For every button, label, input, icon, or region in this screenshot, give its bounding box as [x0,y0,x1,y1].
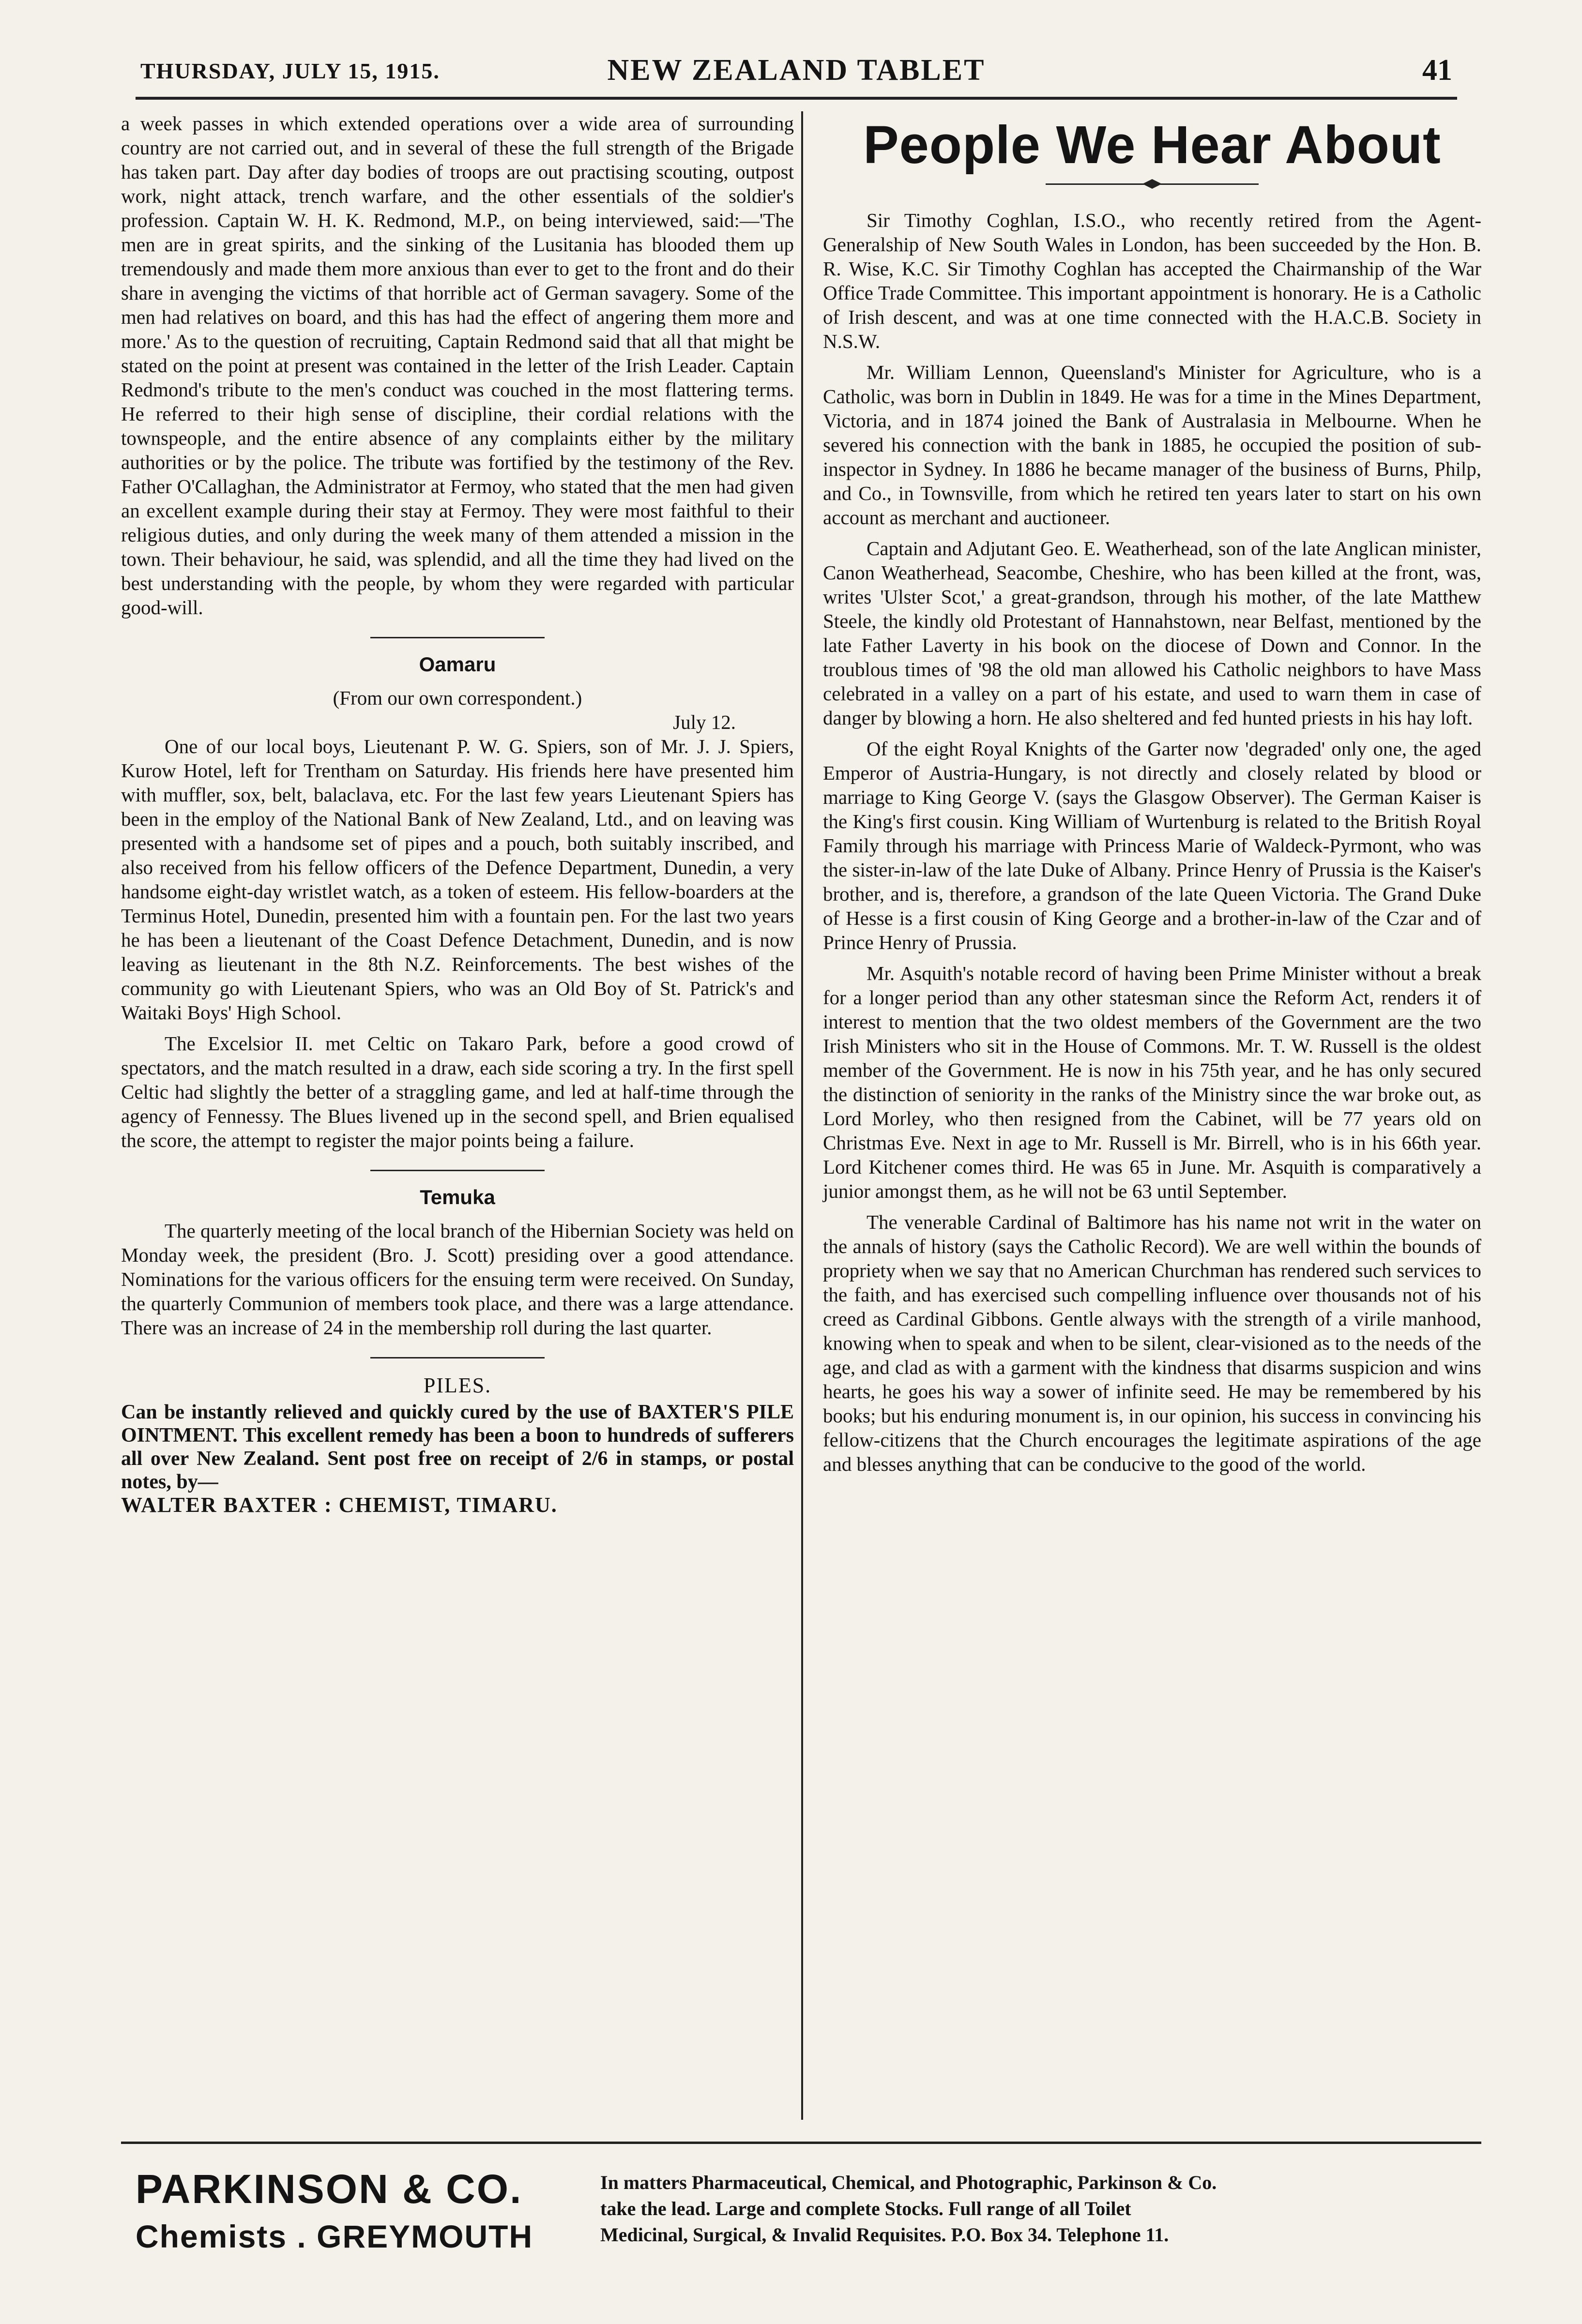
ad-line: Medicinal, Surgical, & Invalid Requisites. P.O. Box 34. Telephone 11. [600,2224,1169,2246]
section-divider [370,1170,545,1171]
article-paragraph: The quarterly meeting of the local branch of the Hibernian Society was held on Monday week, the president (Bro. J. Scott) presiding over a good attendance. Nominations for the various officers for the ensuing term were received. On Sunday, the quarterly Communion of members took place, and there was a large attendance. There was an increase of 24 in the membership roll during the last quarter. [121,1220,794,1339]
parkinson-advertisement [121,2166,1481,2267]
right-column [823,111,1481,2115]
heading-ornament [1046,179,1259,189]
article-paragraph: Mr. Asquith's notable record of having been Prime Minister without a break for a longer period than any other statesman since the Reform Act, renders it of interest to mention that the two oldest members of the Government are the two Irish Ministers who sit in the House of Commons. Mr. T. W. Russell is the oldest member of the Government. He is now in his 75th year, and he has only secured the distinction of seniority in the ranks of the Ministry since the war broke out, as Lord Morley, who then resigned from the Cabinet, will be 77 years old on Christmas Eve. Next in age to Mr. Russell is Mr. Birrell, who is in his 66th year. Lord Kitchener comes third. He was 65 in June. Mr. Asquith is comparatively a junior amongst them, as he will not be 63 until September. [823,962,1481,1202]
article-paragraph: Of the eight Royal Knights of the Garter now 'degraded' only one, the aged Emperor of Austria-Hungary, is not directly and closely related by blood or marriage to King George V. (says the Glasgow Observer). The German Kaiser is the King's first cousin. King William of Wurtenburg is related to the British Royal Family through his marriage with Princess Marie of Waldeck-Pyrmont, who was the sister-in-law of the late Duke of Albany. Prince Henry of Prussia is the Kaiser's brother, and is, therefore, a grandson of the late Queen Victoria. The Grand Duke of Hesse is a first cousin of King George and a brother-in-law of the Czar and of Prince Henry of Prussia. [823,738,1481,953]
section-divider [370,637,545,638]
diamond-icon [1142,179,1162,189]
dateline: July 12. [673,711,736,733]
masthead-title: NEW ZEALAND TABLET [607,54,986,87]
page-number: 41 [1422,54,1452,87]
article-paragraph: Sir Timothy Coghlan, I.S.O., who recently retired from the Agent-Generalship of New South Wales in London, has been succeeded by the Hon. B. R. Wise, K.C. Sir Timothy Coghlan has accepted the Chairmanship of the War Office Trade Committee. This important appointment is honorary. He is a Catholic of Irish descent, and was at one time connected with the H.A.C.B. Society in N.S.W. [823,209,1481,352]
article-paragraph: Captain and Adjutant Geo. E. Weatherhead, son of the late Anglican minister, Canon Weatherhead, Seacombe, Cheshire, who has been killed at the front, was, writes 'Ulster Scot,' a great-grandson, through his mother, of the late Matthew Steele, the kindly old Protestant of Hannahstown, near Belfast, mentioned by the late Father Laverty in his book on the diocese of Down and Connor. In the troublous times of '98 the old man allowed his Catholic neighbors to have Mass celebrated in a valley on a part of his estate, and used to warn them in case of danger by blowing a horn. He also sheltered and fed hunted priests in his hay loft. [823,537,1481,729]
advertiser-location: Chemists . GREYMOUTH [136,2218,533,2254]
column-divider [801,111,803,2120]
section-divider [370,1357,545,1358]
column-heading: People We Hear About [863,115,1441,175]
advertiser-name: PARKINSON & CO. [136,2166,523,2212]
article-paragraph: a week passes in which extended operations over a wide area of surrounding country are not carried out, and in several of these the full strength of the Brigade has taken part. Day after day bodies of troops are out practising scouting, outpost work, night attack, trench warfare, and the other essentials of the soldier's profession. Captain W. H. K. Redmond, M.P., on being interviewed, said:—'The men are in great spirits, and the sinking of the Lusitania has blooded them up tremendously and made them more anxious than ever to get to the front and do their share in avenging the victims of that horrible act of German savagery. Some of the men had relatives on board, and this has had the effect of angering them more and more.' As to the question of recruiting, Captain Redmond said that all that might be stated on the point at present was contained in the letter of the Irish Leader. Captain Redmond's tribute to the men's conduct was couched in the most flattering terms. He referred to their high sense of discipline, their cordial relations with the townspeople, and the entire absence of any complaints either by the military authorities or by the police. The tribute was fortified by the testimony of the Rev. Father O'Callaghan, the Administrator at Fermoy, who stated that the men had given an excellent example during their stay at Fermoy. They were most faithful to their religious duties, and only during the week many of them attended a mission in the town. Their behaviour, he said, was splendid, and all the time they had lived on the best understanding with the people, by whom they were regarded with particular good-will. [121,112,794,619]
section-heading-temuka: Temuka [420,1186,495,1208]
page-header [136,53,1457,100]
advertisement-text [600,2170,1476,2248]
article-paragraph: The venerable Cardinal of Baltimore has his name not writ in the water on the annals of history (says the Catholic Record). We are well within the bounds of propriety when we say that no American Churchman has rendered such services to the faith, and has exercised such compelling influence over thousands not of his creed as Cardinal Gibbons. Gentle always with the strength of a virile manhood, knowing when to speak and when to be silent, clear-visioned as to the needs of the age, and clad as with a garment with the kindness that disarms suspicion and wins hearts, he goes his way a sower of infinite seed. He may be remembered by his books; but his enduring monument is, in our opinion, his success in convincing his fellow-citizens that the Church encourages the legitimate aspirations of the age and blesses anything that can be conducive to the good of the world. [823,1211,1481,1475]
correspondent-note: (From our own correspondent.) [333,687,582,709]
article-paragraph: Mr. William Lennon, Queensland's Minister for Agriculture, who is a Catholic, was born in Dublin in 1849. He was for a time in the Mines Department, Victoria, and in 1874 joined the Bank of Australasia in Melbourne. When he severed his connection with the bank in 1885, he occupied the position of sub-inspector in Sydney. In 1886 he became manager of the business of Burns, Philp, and Co., in Townsville, from which he retired ten years later to start on his own account as merchant and auctioneer. [823,361,1481,528]
article-paragraph: The Excelsior II. met Celtic on Takaro Park, before a good crowd of spectators, and the match resulted in a draw, each side scoring a try. In the first spell Celtic had slightly the better of a straggling game, and led at half-time through the agency of Fennessy. The Blues livened up in the second spell, and Brien equalised the score, the attempt to register the major points being a failure. [121,1032,794,1151]
issue-date: THURSDAY, JULY 15, 1915. [140,59,440,83]
ad-line: In matters Pharmaceutical, Chemical, and Photographic, Parkinson & Co. [600,2172,1217,2193]
ad-title: PILES. [423,1373,492,1397]
footer-divider [121,2142,1481,2144]
article-paragraph: One of our local boys, Lieutenant P. W. G. Spiers, son of Mr. J. J. Spiers, Kurow Hotel, left for Trentham on Saturday. His friends here have presented him with muffler, sox, belt, balaclava, etc. For the last few years Lieutenant Spiers has been in the employ of the National Bank of New Zealand, Ltd., and on leaving was presented with a handsome set of pipes and a pouch, both suitably inscribed, and also received from his fellow officers of the Defence Department, Dunedin, a very handsome eight-day wristlet watch, as a token of esteem. His fellow-boarders at the Terminus Hotel, Dunedin, presented him with a fountain pen. For the last two years he has been a lieutenant of the Coast Defence Detachment, Dunedin, and is now leaving as lieutenant in the 8th N.Z. Reinforcements. The best wishes of the community go with Lieutenant Spiers, who was an Old Boy of St. Patrick's and Waitaki Boys' High School. [121,735,794,1024]
piles-advertisement [121,1373,794,1517]
ad-signature: WALTER BAXTER : CHEMIST, TIMARU. [121,1493,558,1517]
ad-body: Can be instantly relieved and quickly cured by the use of BAXTER'S PILE OINTMENT. This excellent remedy has been a boon to hundreds of sufferers all over New Zealand. Sent post free on receipt of 2/6 in stamps, or postal notes, by— [121,1401,794,1493]
ad-line: take the lead. Large and complete Stocks. Full range of all Toilet [600,2198,1131,2219]
left-column [121,111,794,2115]
section-heading-oamaru: Oamaru [419,653,496,676]
